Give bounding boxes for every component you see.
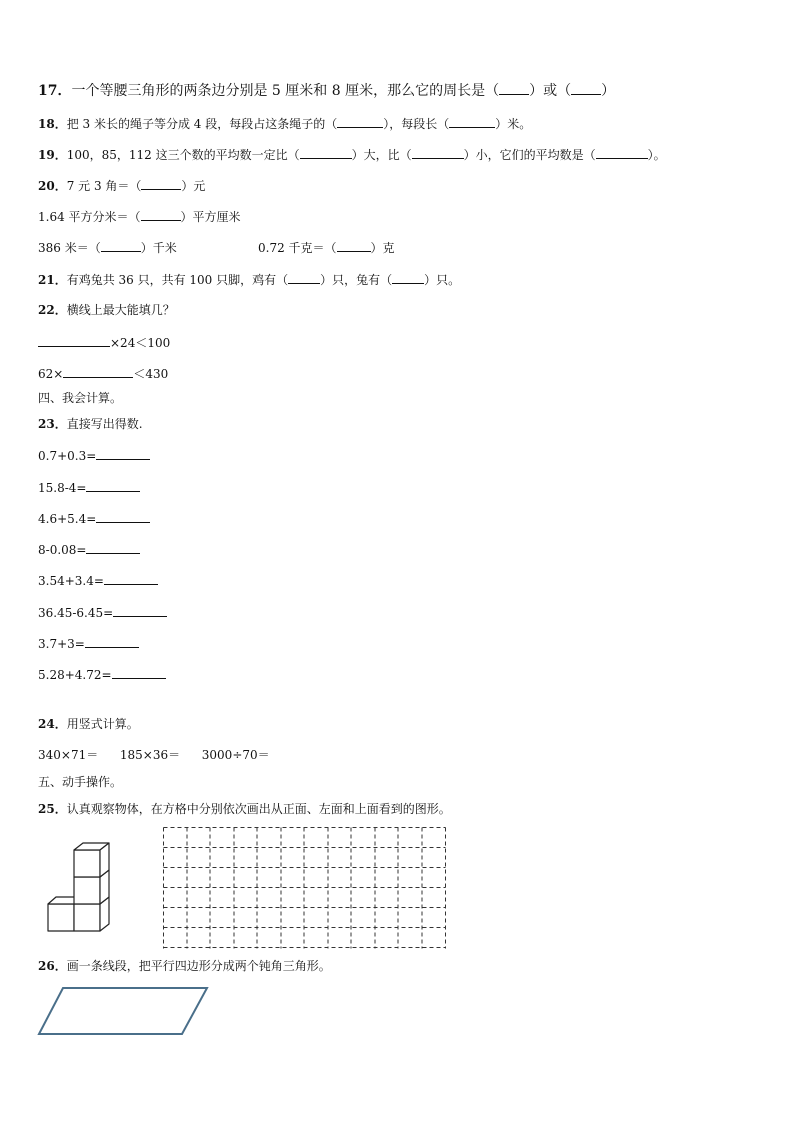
answer-blank[interactable]	[96, 510, 150, 523]
answer-blank[interactable]	[85, 635, 139, 648]
question-text: ）大，比（	[351, 148, 412, 162]
calc-expression: 5.28+4.72=	[38, 668, 112, 682]
question-number: 20．	[38, 179, 67, 193]
question-20-d	[258, 239, 395, 256]
question-text: ）平方厘米	[180, 210, 241, 224]
question-text: ×24＜100	[110, 336, 171, 350]
calc-item	[38, 635, 139, 652]
calc-expression: 8-0.08=	[38, 543, 87, 557]
calc-expression: 3.54+3.4=	[38, 574, 104, 588]
question-text: 直接写出得数.	[66, 417, 143, 431]
section-heading: 五、动手操作。	[38, 775, 123, 789]
question-number: 21．	[38, 273, 67, 287]
answer-blank[interactable]	[104, 572, 158, 585]
question-text: 有鸡兔共 36 只，共有 100 只脚，鸡有（	[66, 273, 289, 287]
question-text: 1.64 平方分米＝（	[38, 210, 141, 224]
calc-item	[38, 510, 150, 527]
question-22-b	[38, 365, 168, 382]
answer-blank[interactable]	[141, 177, 181, 190]
question-text: ＜430	[133, 367, 169, 381]
calc-item	[38, 604, 167, 621]
calc-expression: 0.7+0.3=	[38, 449, 97, 463]
drawing-grid[interactable]	[163, 827, 447, 953]
answer-blank[interactable]	[101, 239, 141, 252]
question-text: ）米。	[495, 117, 532, 131]
question-text: ）千米	[140, 241, 177, 255]
question-text: 386 米＝（	[38, 241, 101, 255]
question-text: 把 3 米长的绳子等分成 4 段，每段占这条绳子的（	[66, 117, 338, 131]
question-text: 7 元 3 角＝（	[66, 179, 142, 193]
answer-blank[interactable]	[337, 239, 371, 252]
answer-blank[interactable]	[337, 115, 383, 128]
calc-expression: 3000÷70＝	[201, 748, 270, 762]
question-text: ），每段长（	[383, 117, 450, 131]
answer-blank[interactable]	[300, 146, 352, 159]
question-24-problems	[38, 747, 270, 763]
question-21	[38, 271, 460, 288]
calc-expression: 340×71＝	[38, 748, 99, 762]
question-text: ）克	[370, 241, 395, 255]
question-20-b	[38, 208, 241, 225]
question-number: 19．	[38, 148, 67, 162]
calc-expression: 4.6+5.4=	[38, 512, 97, 526]
question-text: 用竖式计算。	[66, 717, 139, 731]
question-text: 0.72 千克＝（	[258, 241, 337, 255]
question-text: ）。	[647, 148, 666, 162]
question-number: 26．	[38, 959, 67, 973]
question-18	[38, 115, 531, 132]
answer-blank[interactable]	[86, 479, 140, 492]
answer-blank[interactable]	[86, 541, 140, 554]
question-number: 23．	[38, 417, 67, 431]
answer-blank[interactable]	[412, 146, 464, 159]
question-20-c	[38, 239, 177, 256]
question-text: 横线上最大能填几？	[66, 303, 175, 317]
answer-blank[interactable]	[449, 115, 495, 128]
question-22	[38, 302, 175, 318]
calc-item	[38, 666, 166, 683]
question-number: 17．	[38, 83, 72, 99]
question-text: 认真观察物体，在方格中分别依次画出从正面、左面和上面看到的图形。	[66, 802, 451, 816]
answer-blank[interactable]	[141, 208, 181, 221]
question-25	[38, 801, 451, 817]
answer-blank[interactable]	[596, 146, 648, 159]
question-26	[38, 958, 331, 974]
answer-blank[interactable]	[392, 271, 424, 284]
answer-blank[interactable]	[96, 447, 150, 460]
answer-blank[interactable]	[112, 666, 166, 679]
question-number: 25．	[38, 802, 67, 816]
calc-expression: 15.8-4=	[38, 481, 87, 495]
question-text: 画一条线段，把平行四边形分成两个钝角三角形。	[66, 959, 331, 973]
calc-item	[38, 447, 150, 464]
answer-blank[interactable]	[38, 334, 110, 347]
calc-expression: 185×36＝	[119, 748, 181, 762]
question-17	[38, 82, 615, 100]
question-text: ）元	[181, 179, 206, 193]
question-19	[38, 146, 666, 163]
cube-stack-figure	[42, 840, 118, 940]
calc-item	[38, 572, 158, 589]
calc-item	[38, 479, 140, 496]
question-text: ）	[601, 83, 616, 99]
question-text: ）或（	[529, 83, 572, 99]
question-text: 62×	[38, 367, 64, 381]
section-heading: 四、我会计算。	[38, 391, 123, 405]
answer-blank[interactable]	[288, 271, 320, 284]
question-number: 22．	[38, 303, 67, 317]
question-text: ）只。	[424, 273, 461, 287]
parallelogram-figure[interactable]	[36, 984, 212, 1042]
calc-expression: 36.45-6.45=	[38, 606, 114, 620]
question-23	[38, 416, 143, 432]
question-22-a	[38, 334, 170, 351]
question-number: 24．	[38, 717, 67, 731]
question-24	[38, 716, 139, 732]
question-20	[38, 177, 205, 194]
answer-blank[interactable]	[113, 604, 167, 617]
question-text: 一个等腰三角形的两条边分别是 5 厘米和 8 厘米，那么它的周长是（	[71, 83, 500, 99]
question-text: ）小，它们的平均数是（	[463, 148, 596, 162]
question-number: 18．	[38, 117, 67, 131]
calc-expression: 3.7+3=	[38, 637, 85, 651]
question-text: ）只，兔有（	[320, 273, 393, 287]
calc-item	[38, 541, 140, 558]
answer-blank[interactable]	[571, 82, 601, 95]
answer-blank[interactable]	[63, 365, 133, 378]
answer-blank[interactable]	[499, 82, 529, 95]
question-text: 100，85，112 这三个数的平均数一定比（	[66, 148, 300, 162]
